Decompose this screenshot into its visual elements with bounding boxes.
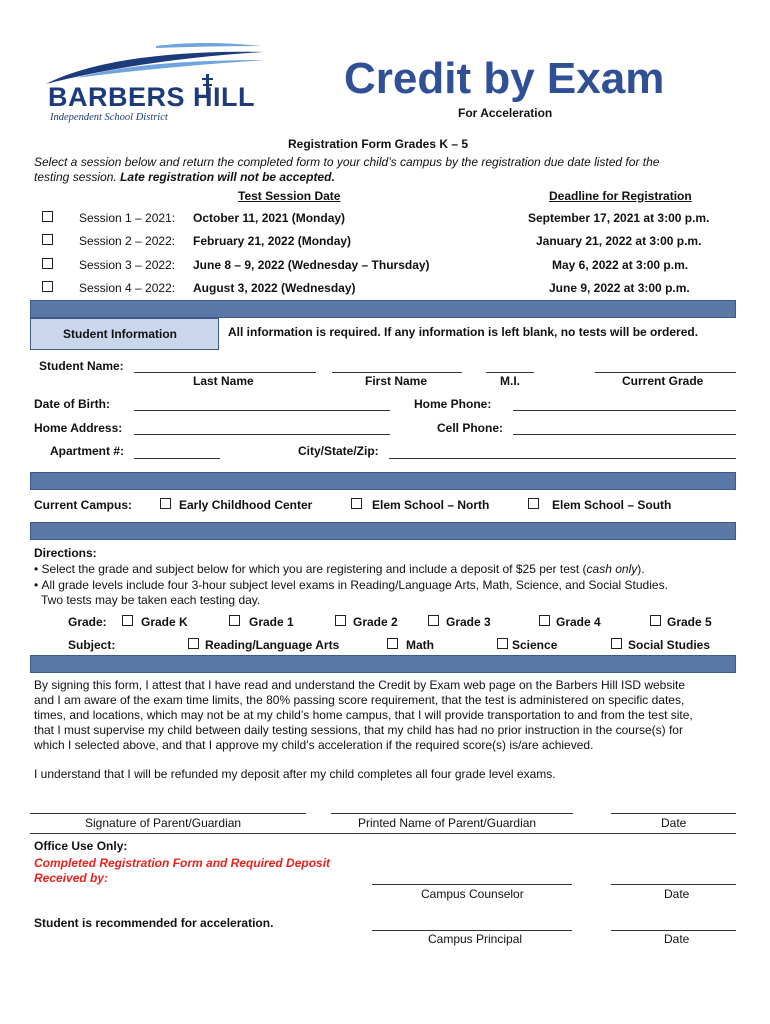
grade-4-checkbox[interactable] xyxy=(539,615,550,626)
student-info-heading: Student Information xyxy=(63,327,177,341)
grade-option: Grade 4 xyxy=(556,615,601,629)
cell-phone-field[interactable] xyxy=(513,434,736,435)
office-use-heading: Office Use Only: xyxy=(34,839,128,853)
apartment-field[interactable] xyxy=(134,458,220,459)
subject-math-checkbox[interactable] xyxy=(387,638,398,649)
logo-name: BARBERS HILL xyxy=(48,82,255,112)
page-subtitle: For Acceleration xyxy=(458,106,553,120)
col-test-session: Test Session Date xyxy=(238,189,341,203)
campus-label: Current Campus: xyxy=(34,498,133,512)
subject-option: Science xyxy=(512,638,558,652)
grade-k-checkbox[interactable] xyxy=(122,615,133,626)
current-grade-field[interactable] xyxy=(595,372,736,373)
bullet1-end: ). xyxy=(637,562,645,576)
directions-bullet-1: • Select the grade and subject below for which you are registering and include a deposit of $25 per test (cash only). xyxy=(34,562,645,576)
grade-5-checkbox[interactable] xyxy=(650,615,661,626)
counselor-date-field[interactable] xyxy=(611,884,736,885)
instructions xyxy=(34,155,734,185)
mi-field[interactable] xyxy=(486,372,534,373)
home-address-field[interactable] xyxy=(134,434,390,435)
session-date: August 3, 2022 (Wednesday) xyxy=(193,281,356,295)
last-name-field[interactable] xyxy=(134,372,316,373)
section-divider-bar xyxy=(30,472,736,490)
cash-only: cash only xyxy=(586,562,638,576)
session-label: Session 2 – 2022: xyxy=(79,234,176,248)
first-name-caption: First Name xyxy=(365,374,428,388)
session-date: June 8 – 9, 2022 (Wednesday – Thursday) xyxy=(193,258,430,272)
parent-signature-caption: Signature of Parent/Guardian xyxy=(85,816,242,830)
student-info-notice: All information is required. If any information is left blank, no tests will be ordered. xyxy=(228,325,699,339)
bullet1-text: Select the grade and subject below for which you are registering and include a deposit of $25 per test ( xyxy=(41,562,587,576)
session-deadline: September 17, 2021 at 3:00 p.m. xyxy=(528,211,710,225)
campus-south-checkbox[interactable] xyxy=(528,498,539,509)
home-phone-field[interactable] xyxy=(513,410,736,411)
office-use-top-rule xyxy=(30,833,736,834)
grade-2-checkbox[interactable] xyxy=(335,615,346,626)
subject-label: Subject: xyxy=(68,638,116,652)
section-divider-bar xyxy=(30,655,736,673)
printed-name-field[interactable] xyxy=(331,813,573,814)
principal-signature-field[interactable] xyxy=(372,930,572,931)
attest-line: times, and locations, which may not be at my child’s home campus, that I will provide transportation to and from the test site, xyxy=(34,708,693,722)
parent-date-field[interactable] xyxy=(611,813,736,814)
campus-north-checkbox[interactable] xyxy=(351,498,362,509)
session-4-checkbox[interactable] xyxy=(42,281,53,292)
bullet2-text: All grade levels include four 3-hour subject level exams in Reading/Language Arts, Math, Science, and Social Studies. xyxy=(41,578,668,592)
grade-option: Grade 5 xyxy=(667,615,712,629)
subject-rla-checkbox[interactable] xyxy=(188,638,199,649)
student-info-heading-box xyxy=(30,318,219,350)
attest-line: which I selected above, and that I approve my child’s acceleration if the required score(s) is/are achieved. xyxy=(34,738,594,752)
directions-heading: Directions: xyxy=(34,546,97,560)
date-caption: Date xyxy=(661,816,687,830)
city-state-zip-field[interactable] xyxy=(389,458,736,459)
session-label: Session 4 – 2022: xyxy=(79,281,176,295)
received-by-line1: Completed Registration Form and Required Deposit xyxy=(34,856,331,870)
instructions-line2: testing session. xyxy=(34,170,117,184)
grade-label: Grade: xyxy=(68,615,107,629)
district-logo xyxy=(36,38,271,128)
grade-option: Grade 3 xyxy=(446,615,491,629)
student-name-label: Student Name: xyxy=(39,359,124,373)
campus-option: Elem School – South xyxy=(552,498,672,512)
grade-option: Grade K xyxy=(141,615,188,629)
page-title: Credit by Exam xyxy=(344,54,665,103)
session-date: October 11, 2021 (Monday) xyxy=(193,211,346,225)
attest-line: By signing this form, I attest that I have read and understand the Credit by Exam web page on the Barbers Hill ISD website xyxy=(34,678,686,692)
cell-phone-label: Cell Phone: xyxy=(437,421,504,435)
city-label: City/State/Zip: xyxy=(298,444,379,458)
counselor-date-caption: Date xyxy=(664,887,690,901)
directions-bullet-2: • All grade levels include four 3-hour subject level exams in Reading/Language Arts, Math, Science, and Social Studies. xyxy=(34,578,668,592)
recommended-statement: Student is recommended for acceleration. xyxy=(34,916,274,930)
grade-option: Grade 2 xyxy=(353,615,398,629)
session-3-checkbox[interactable] xyxy=(42,258,53,269)
subject-social-studies-checkbox[interactable] xyxy=(611,638,622,649)
campus-ecc-checkbox[interactable] xyxy=(160,498,171,509)
first-name-field[interactable] xyxy=(332,372,462,373)
session-deadline: January 21, 2022 at 3:00 p.m. xyxy=(536,234,702,248)
parent-signature-field[interactable] xyxy=(30,813,306,814)
subject-option: Math xyxy=(406,638,434,652)
printed-name-caption: Printed Name of Parent/Guardian xyxy=(358,816,537,830)
principal-caption: Campus Principal xyxy=(428,932,523,946)
grade-1-checkbox[interactable] xyxy=(229,615,240,626)
grade-option: Grade 1 xyxy=(249,615,294,629)
mi-caption: M.I. xyxy=(500,374,520,388)
directions-bullet-2-cont: Two tests may be taken each testing day. xyxy=(41,593,261,607)
attest-line: and I am aware of the exam time limits, the 80% passing score requirement, that the test is administered on specific dates, xyxy=(34,693,685,707)
counselor-caption: Campus Counselor xyxy=(421,887,524,901)
late-notice: Late registration will not be accepted. xyxy=(120,170,335,184)
session-label: Session 1 – 2021: xyxy=(79,211,176,225)
session-label: Session 3 – 2022: xyxy=(79,258,176,272)
subject-science-checkbox[interactable] xyxy=(497,638,508,649)
counselor-signature-field[interactable] xyxy=(372,884,572,885)
session-deadline: May 6, 2022 at 3:00 p.m. xyxy=(552,258,689,272)
campus-option: Early Childhood Center xyxy=(179,498,313,512)
apartment-label: Apartment #: xyxy=(50,444,125,458)
grade-3-checkbox[interactable] xyxy=(428,615,439,626)
home-address-label: Home Address: xyxy=(34,421,123,435)
session-date: February 21, 2022 (Monday) xyxy=(193,234,352,248)
principal-date-caption: Date xyxy=(664,932,690,946)
principal-date-field[interactable] xyxy=(611,930,736,931)
refund-statement: I understand that I will be refunded my deposit after my child completes all four grade level exams. xyxy=(34,767,556,781)
session-deadline: June 9, 2022 at 3:00 p.m. xyxy=(549,281,690,295)
subject-option: Reading/Language Arts xyxy=(205,638,340,652)
home-phone-label: Home Phone: xyxy=(414,397,492,411)
campus-option: Elem School – North xyxy=(372,498,490,512)
section-divider-bar xyxy=(30,300,736,318)
session-1-checkbox[interactable] xyxy=(42,211,53,222)
section-divider-bar xyxy=(30,522,736,540)
form-title: Registration Form Grades K – 5 xyxy=(288,137,469,151)
dob-field[interactable] xyxy=(134,410,390,411)
session-2-checkbox[interactable] xyxy=(42,234,53,245)
instructions-line1: Select a session below and return the completed form to your child’s campus by the registration due date listed for the xyxy=(34,155,660,169)
logo-subtitle: Independent School District xyxy=(50,112,168,123)
attest-line: that I must supervise my child between daily testing sessions, that my child has had no prior instruction in the course(s) for xyxy=(34,723,683,737)
received-by-line2: Received by: xyxy=(34,871,109,885)
attestation-paragraph xyxy=(34,678,744,753)
last-name-caption: Last Name xyxy=(193,374,254,388)
dob-label: Date of Birth: xyxy=(34,397,110,411)
subject-option: Social Studies xyxy=(628,638,711,652)
col-deadline: Deadline for Registration xyxy=(549,189,692,203)
current-grade-caption: Current Grade xyxy=(622,374,704,388)
